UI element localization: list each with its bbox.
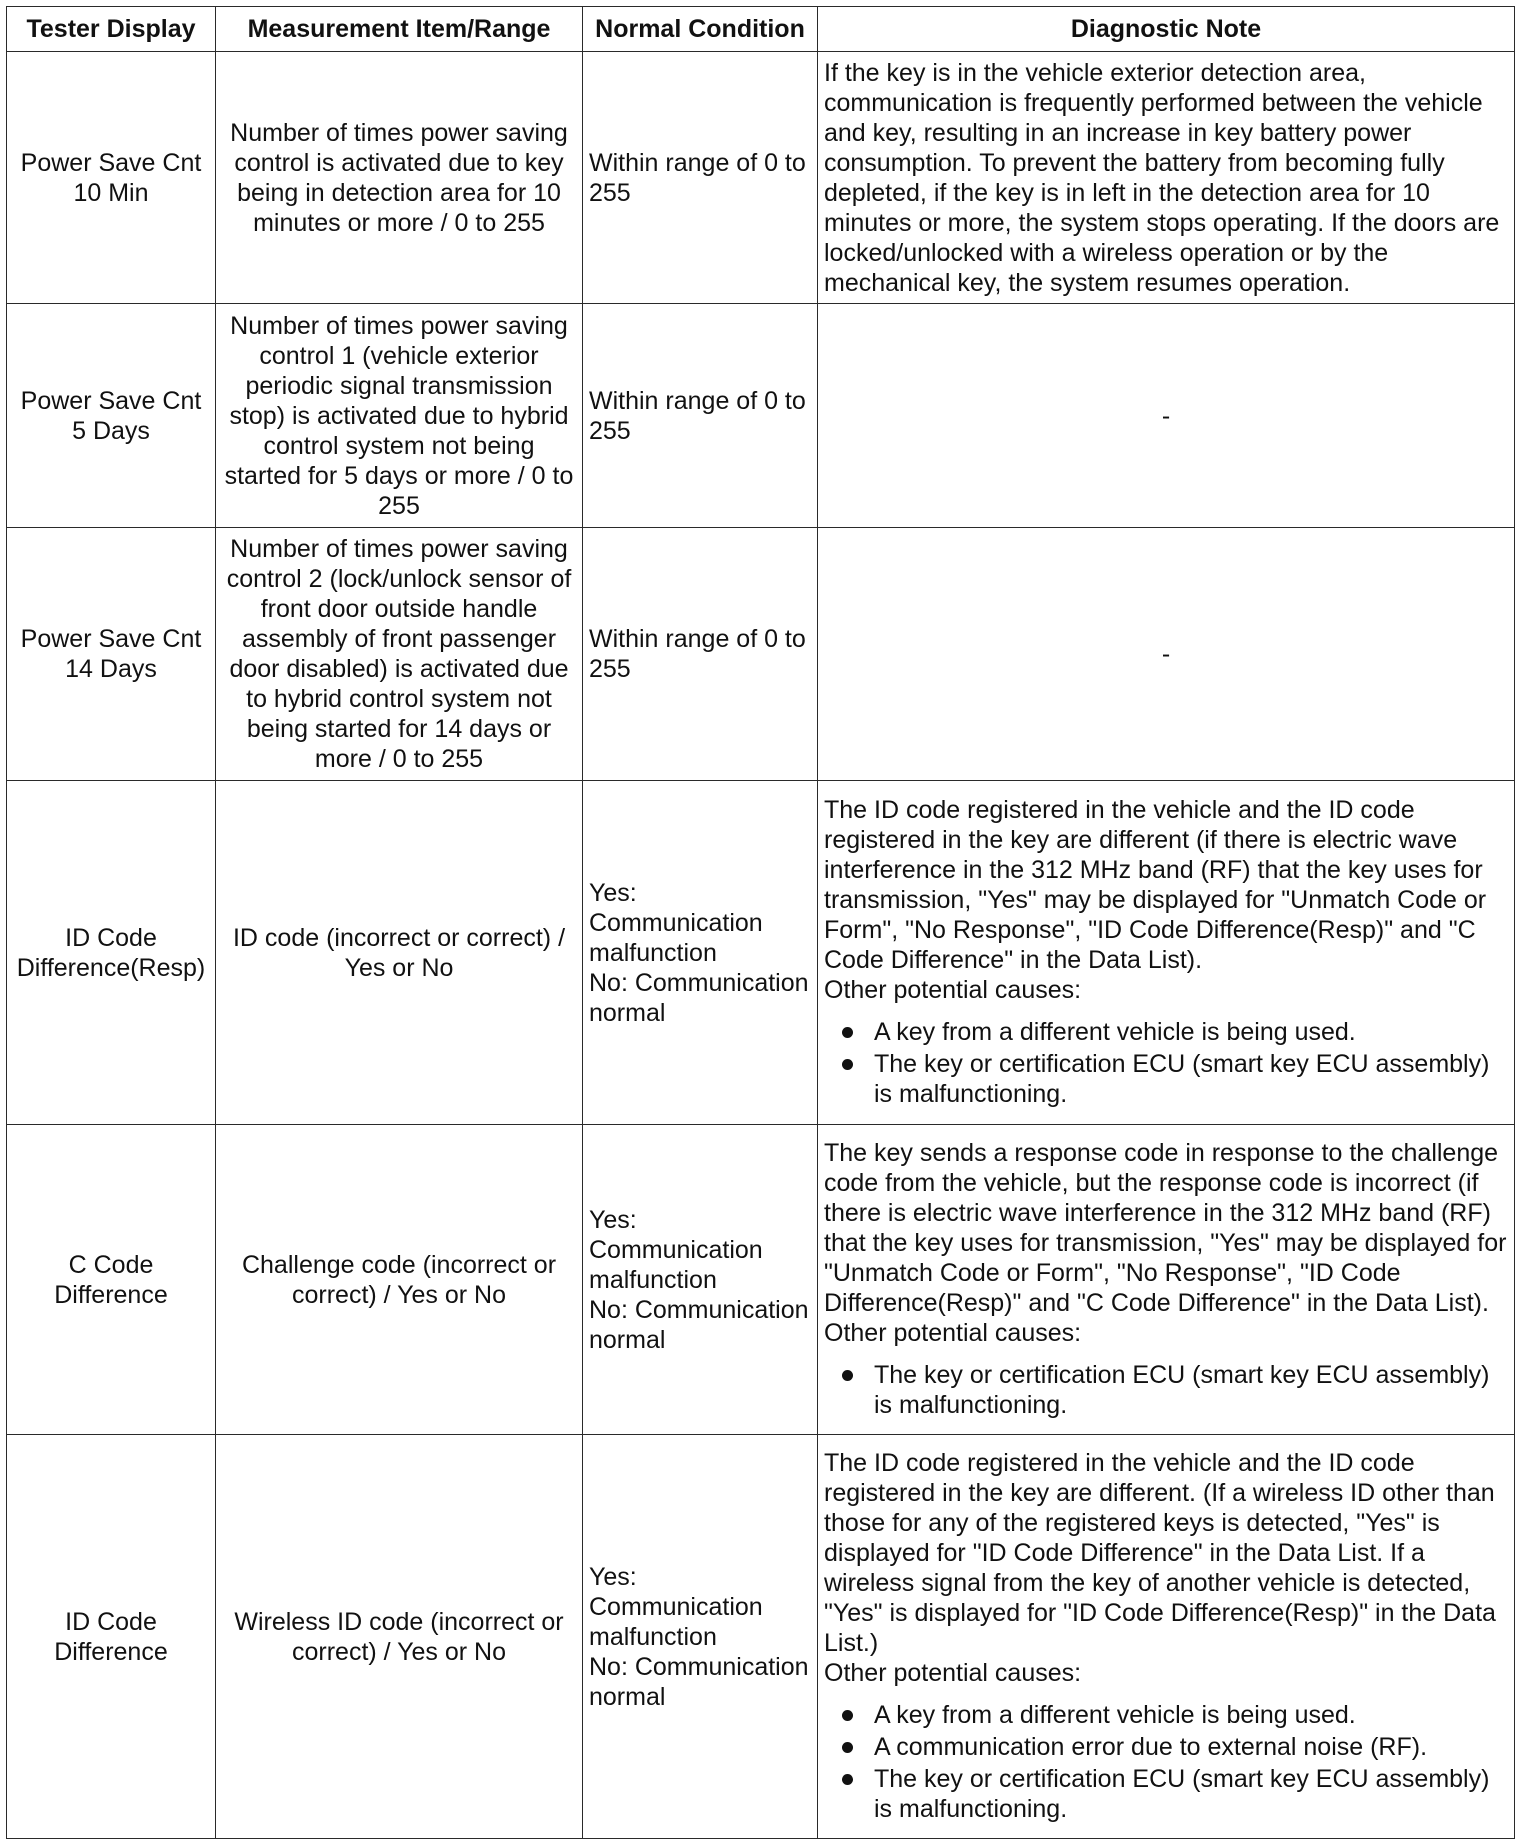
diagnostic-note-cell [818,304,1515,528]
list-item: A key from a different vehicle is being used. [874,1700,1508,1730]
normal-condition-line: No: Communication normal [589,1652,809,1711]
diagnostic-note-cell [818,1435,1515,1839]
measurement-cell: ID code (incorrect or correct) / Yes or No [216,781,583,1125]
normal-condition-line: Yes: Communication malfunction [589,878,763,967]
header-tester-display: Tester Display [7,7,216,52]
header-measurement: Measurement Item/Range [216,7,583,52]
other-causes-label: Other potential causes: [824,1658,1082,1687]
diagnostic-note-cell [818,528,1515,781]
causes-list [824,1360,1508,1420]
table-row [7,781,1515,1125]
normal-condition-cell [583,528,818,781]
causes-list [824,1700,1508,1824]
table-row [7,1125,1515,1435]
normal-condition-line: Within range of 0 to 255 [589,148,806,207]
normal-condition-cell [583,1435,818,1839]
normal-condition-line: No: Communication normal [589,968,809,1027]
note-text: If the key is in the vehicle exterior detection area, communication is frequently performed between the vehicle and key, resulting in an increase in key battery power consumption. To prevent the battery from becoming fully depleted, if the key is in left in the detection area for 10 minutes or more, the system stops operating. If the doors are locked/unlocked with a wireless operation or by the mechanical key, the system resumes operation. [824,58,1500,297]
note-text: The ID code registered in the vehicle and the ID code registered in the key are different (if there is electric wave interference in the 312 MHz band (RF) that the key uses for transmission, "Yes" may be displayed for "Unmatch Code or Form", "No Response", "ID Code Difference(Resp)" and "C Code Difference" in the Data List). [824,795,1487,974]
measurement-cell: Number of times power saving control 1 (vehicle exterior periodic signal transmission stop) is activated due to hybrid control system not being started for 5 days or more / 0 to 255 [216,304,583,528]
normal-condition-cell [583,52,818,304]
diagnostic-note-cell [818,781,1515,1125]
table-row [7,528,1515,781]
table-row [7,52,1515,304]
header-normal-condition: Normal Condition [583,7,818,52]
tester-display-cell: Power Save Cnt 5 Days [7,304,216,528]
header-diagnostic-note: Diagnostic Note [818,7,1515,52]
normal-condition-line: Yes: Communication malfunction [589,1205,763,1294]
diagnostic-data-table [6,6,1515,1839]
list-item: The key or certification ECU (smart key ECU assembly) is malfunctioning. [874,1360,1508,1420]
tester-display-cell: C Code Difference [7,1125,216,1435]
tester-display-cell: ID Code Difference [7,1435,216,1839]
normal-condition-line: No: Communication normal [589,1295,809,1354]
causes-list [824,1017,1508,1109]
note-text: - [1161,640,1171,668]
note-text: - [1161,401,1171,430]
normal-condition-line: Within range of 0 to 255 [589,386,806,445]
normal-condition-cell [583,781,818,1125]
list-item: The key or certification ECU (smart key ECU assembly) is malfunctioning. [874,1049,1508,1109]
table-row [7,304,1515,528]
tester-display-cell: Power Save Cnt 10 Min [7,52,216,304]
measurement-cell: Wireless ID code (incorrect or correct) / Yes or No [216,1435,583,1839]
normal-condition-line: Within range of 0 to 255 [589,625,806,683]
table-row [7,1435,1515,1839]
note-text: The key sends a response code in response to the challenge code from the vehicle, but the response code is incorrect (if there is electric wave interference in the 312 MHz band (RF) that the key uses for transmission, "Yes" may be displayed for "Unmatch Code or Form", "No Response", "ID Code Difference(Resp)" and "C Code Difference" in the Data List). [824,1138,1507,1317]
list-item: The key or certification ECU (smart key ECU assembly) is malfunctioning. [874,1764,1508,1824]
tester-display-cell: Power Save Cnt 14 Days [7,528,216,781]
list-item: A communication error due to external noise (RF). [874,1732,1508,1762]
normal-condition-cell [583,1125,818,1435]
measurement-cell: Number of times power saving control is activated due to key being in detection area for 10 minutes or more / 0 to 255 [216,52,583,304]
tester-display-cell: ID Code Difference(Resp) [7,781,216,1125]
list-item: A key from a different vehicle is being used. [874,1017,1508,1047]
measurement-cell: Number of times power saving control 2 (lock/unlock sensor of front door outside handle assembly of front passenger door disabled) is activated due to hybrid control system not being started for 14 days or more / 0 to 255 [216,528,583,781]
other-causes-label: Other potential causes: [824,1318,1082,1347]
note-text: The ID code registered in the vehicle and the ID code registered in the key are different. (If a wireless ID other than those for any of the registered keys is detected, "Yes" is displayed for "ID Code Difference" in the Data List. If a wireless signal from the key of another vehicle is detected, "Yes" is displayed for "ID Code Difference(Resp)" in the Data List.) [824,1448,1496,1657]
diagnostic-note-cell [818,52,1515,304]
normal-condition-cell [583,304,818,528]
other-causes-label: Other potential causes: [824,975,1082,1004]
normal-condition-line: Yes: Communication malfunction [589,1562,763,1651]
header-row [7,7,1515,52]
diagnostic-note-cell [818,1125,1515,1435]
measurement-cell: Challenge code (incorrect or correct) / Yes or No [216,1125,583,1435]
